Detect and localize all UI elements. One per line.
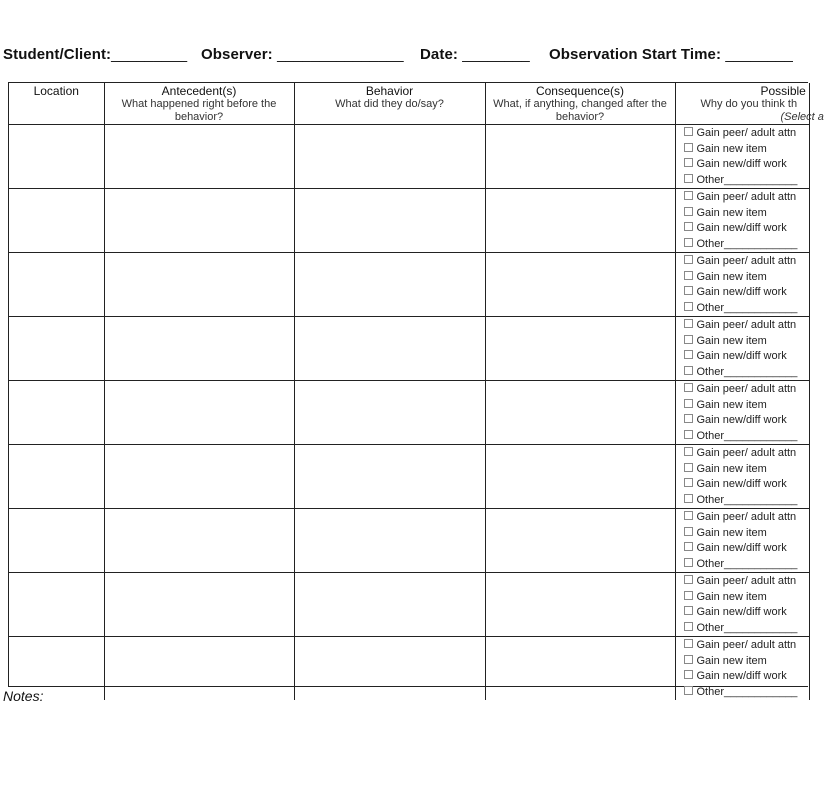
- function-option[interactable]: [676, 142, 809, 158]
- function-option-label: Other____________: [696, 621, 798, 634]
- location-cell[interactable]: [9, 445, 104, 509]
- consequence-cell[interactable]: [485, 253, 675, 317]
- function-checklist: [676, 637, 809, 700]
- behavior-cell[interactable]: [294, 445, 485, 509]
- function-option-label: Gain peer/ adult attn: [696, 383, 797, 395]
- checkbox-icon[interactable]: [684, 575, 693, 584]
- function-option-label: Other____________: [696, 301, 798, 314]
- function-option-label: Gain new item: [696, 398, 767, 411]
- behavior-cell[interactable]: [294, 317, 485, 381]
- column-header-antecedent: [104, 83, 294, 125]
- function-option-label: Gain new/diff work: [696, 222, 787, 234]
- behavior-cell[interactable]: [294, 125, 485, 189]
- antecedent-subtitle: What happened right before the behavior?: [121, 98, 277, 123]
- checkbox-icon[interactable]: [684, 255, 693, 264]
- function-option-label: Gain new/diff work: [696, 350, 787, 362]
- checkbox-icon[interactable]: [684, 238, 693, 247]
- function-option-label: Gain new/diff work: [696, 478, 787, 490]
- observer-blank[interactable]: _______________: [277, 46, 404, 63]
- function-cell: [675, 125, 809, 189]
- antecedent-cell[interactable]: [104, 189, 294, 253]
- function-option[interactable]: [676, 541, 809, 557]
- checkbox-icon[interactable]: [684, 639, 693, 648]
- function-subtitle: Why do you think th: [700, 98, 798, 110]
- function-option-label: Gain new/diff work: [696, 670, 787, 682]
- function-option[interactable]: [676, 413, 809, 429]
- checkbox-icon[interactable]: [684, 302, 693, 311]
- function-option[interactable]: [676, 590, 809, 606]
- function-option[interactable]: [676, 621, 809, 637]
- consequence-cell[interactable]: [485, 445, 675, 509]
- consequence-cell[interactable]: [485, 125, 675, 189]
- checkbox-icon[interactable]: [684, 319, 693, 328]
- checkbox-icon[interactable]: [684, 511, 693, 520]
- function-option-label: Gain new/diff work: [696, 414, 787, 426]
- function-option[interactable]: [676, 126, 809, 142]
- antecedent-cell[interactable]: [104, 573, 294, 637]
- function-option[interactable]: [676, 429, 809, 445]
- function-cell: [675, 573, 809, 637]
- function-option[interactable]: [676, 510, 809, 526]
- date-blank[interactable]: ________: [462, 46, 530, 63]
- checkbox-icon[interactable]: [684, 591, 693, 600]
- function-option-label: Other____________: [696, 685, 798, 698]
- checkbox-icon[interactable]: [684, 478, 693, 487]
- checkbox-icon[interactable]: [684, 174, 693, 183]
- function-option-label: Other____________: [696, 365, 798, 378]
- location-cell[interactable]: [9, 317, 104, 381]
- function-checklist: [676, 189, 809, 252]
- function-option[interactable]: [676, 301, 809, 317]
- column-header-consequence: [485, 83, 675, 125]
- checkbox-icon[interactable]: [684, 622, 693, 631]
- antecedent-cell[interactable]: [104, 125, 294, 189]
- function-option-label: Other____________: [696, 237, 798, 250]
- table-row: [9, 125, 809, 189]
- student-client-blank[interactable]: _________: [111, 46, 188, 63]
- consequence-subtitle: What, if anything, changed after the behavior?: [493, 98, 667, 123]
- checkbox-icon[interactable]: [684, 542, 693, 551]
- checkbox-icon[interactable]: [684, 335, 693, 344]
- checkbox-icon[interactable]: [684, 558, 693, 567]
- date-field[interactable]: [420, 46, 530, 63]
- location-title: Location: [33, 84, 79, 98]
- antecedent-cell[interactable]: [104, 445, 294, 509]
- function-cell: [675, 445, 809, 509]
- checkbox-icon[interactable]: [684, 655, 693, 664]
- checkbox-icon[interactable]: [684, 207, 693, 216]
- function-option-label: Gain new item: [696, 654, 767, 667]
- function-option[interactable]: [676, 574, 809, 590]
- function-option-label: Other____________: [696, 493, 798, 506]
- function-option[interactable]: [676, 477, 809, 493]
- table-row: [9, 445, 809, 509]
- function-option[interactable]: [676, 270, 809, 286]
- observer-label: Observer:: [201, 46, 273, 63]
- function-option-label: Gain new item: [696, 270, 767, 283]
- function-option-label: Gain new item: [696, 590, 767, 603]
- function-option[interactable]: [676, 493, 809, 509]
- function-option[interactable]: [676, 173, 809, 189]
- behavior-cell[interactable]: [294, 189, 485, 253]
- table-row: [9, 509, 809, 573]
- function-instruction: (Select a: [780, 111, 824, 123]
- checkbox-icon[interactable]: [684, 606, 693, 615]
- checkbox-icon[interactable]: [684, 222, 693, 231]
- function-option-label: Gain peer/ adult attn: [696, 575, 797, 587]
- table-row: [9, 381, 809, 445]
- function-cell: [675, 381, 809, 445]
- column-header-location: [9, 83, 104, 125]
- consequence-cell[interactable]: [485, 317, 675, 381]
- observation-start-time-label: Observation Start Time:: [549, 46, 722, 63]
- checkbox-icon[interactable]: [684, 158, 693, 167]
- function-option[interactable]: [676, 382, 809, 398]
- column-header-behavior: [294, 83, 485, 125]
- antecedent-cell[interactable]: [104, 509, 294, 573]
- function-option-label: Gain new item: [696, 334, 767, 347]
- function-option-label: Gain new/diff work: [696, 606, 787, 618]
- observation-start-time-field[interactable]: [549, 46, 793, 63]
- function-checklist: [676, 445, 809, 508]
- function-option[interactable]: [676, 334, 809, 350]
- table-row: [9, 637, 809, 701]
- location-cell[interactable]: [9, 189, 104, 253]
- function-option[interactable]: [676, 365, 809, 381]
- function-option-label: Gain peer/ adult attn: [696, 447, 797, 459]
- checkbox-icon[interactable]: [684, 494, 693, 503]
- function-option[interactable]: [676, 221, 809, 237]
- behavior-cell[interactable]: [294, 637, 485, 701]
- function-option-label: Gain new item: [696, 142, 767, 155]
- consequence-cell[interactable]: [485, 189, 675, 253]
- observation-start-time-blank[interactable]: ________: [725, 46, 793, 63]
- function-option[interactable]: [676, 206, 809, 222]
- function-option[interactable]: [676, 157, 809, 173]
- function-option[interactable]: [676, 462, 809, 478]
- function-option-label: Gain new/diff work: [696, 542, 787, 554]
- consequence-title: Consequence(s): [535, 84, 625, 98]
- function-option[interactable]: [676, 669, 809, 685]
- antecedent-cell[interactable]: [104, 317, 294, 381]
- checkbox-icon[interactable]: [684, 463, 693, 472]
- behavior-cell[interactable]: [294, 509, 485, 573]
- function-option-label: Other____________: [696, 173, 798, 186]
- student-client-label: Student/Client:: [3, 46, 112, 63]
- function-option[interactable]: [676, 254, 809, 270]
- function-option-label: Other____________: [696, 429, 798, 442]
- function-option-label: Gain new/diff work: [696, 158, 787, 170]
- function-checklist: [676, 317, 809, 380]
- antecedent-cell[interactable]: [104, 381, 294, 445]
- date-label: Date:: [420, 46, 459, 63]
- behavior-cell[interactable]: [294, 573, 485, 637]
- checkbox-icon[interactable]: [684, 271, 693, 280]
- table-row: [9, 317, 809, 381]
- function-option-label: Gain new item: [696, 526, 767, 539]
- function-option-label: Gain peer/ adult attn: [696, 127, 797, 139]
- function-checklist: [676, 125, 809, 188]
- table-row: [9, 189, 809, 253]
- checkbox-icon[interactable]: [684, 430, 693, 439]
- function-option-label: Gain peer/ adult attn: [696, 319, 797, 331]
- function-option[interactable]: [676, 190, 809, 206]
- location-cell[interactable]: [9, 125, 104, 189]
- function-cell: [675, 637, 809, 701]
- function-option[interactable]: [676, 557, 809, 573]
- function-option[interactable]: [676, 605, 809, 621]
- function-option[interactable]: [676, 285, 809, 301]
- function-cell: [675, 317, 809, 381]
- function-cell: [675, 253, 809, 317]
- checkbox-icon[interactable]: [684, 527, 693, 536]
- function-option-label: Gain peer/ adult attn: [696, 639, 797, 651]
- function-option[interactable]: [676, 318, 809, 334]
- location-cell[interactable]: [9, 381, 104, 445]
- checkbox-icon[interactable]: [684, 286, 693, 295]
- antecedent-cell[interactable]: [104, 253, 294, 317]
- function-option-label: Gain new/diff work: [696, 286, 787, 298]
- checkbox-icon[interactable]: [684, 399, 693, 408]
- function-option[interactable]: [676, 349, 809, 365]
- function-checklist: [676, 381, 809, 444]
- location-cell[interactable]: [9, 253, 104, 317]
- function-option[interactable]: [676, 446, 809, 462]
- function-option-label: Gain peer/ adult attn: [696, 511, 797, 523]
- function-checklist: [676, 573, 809, 636]
- checkbox-icon[interactable]: [684, 447, 693, 456]
- student-client-field[interactable]: [3, 46, 187, 63]
- function-option[interactable]: [676, 638, 809, 654]
- antecedent-cell[interactable]: [104, 637, 294, 701]
- table-row: [9, 573, 809, 637]
- table-header-row: [9, 83, 809, 125]
- function-cell: [675, 189, 809, 253]
- location-cell[interactable]: [9, 509, 104, 573]
- function-option-label: Gain peer/ adult attn: [696, 191, 797, 203]
- function-option[interactable]: [676, 398, 809, 414]
- antecedent-title: Antecedent(s): [161, 84, 237, 98]
- notes-label: Notes:: [3, 688, 44, 704]
- function-option-label: Gain new item: [696, 462, 767, 475]
- checkbox-icon[interactable]: [684, 366, 693, 375]
- checkbox-icon[interactable]: [684, 414, 693, 423]
- function-option[interactable]: [676, 654, 809, 670]
- behavior-cell[interactable]: [294, 253, 485, 317]
- function-option-label: Other____________: [696, 557, 798, 570]
- location-cell[interactable]: [9, 573, 104, 637]
- checkbox-icon[interactable]: [684, 143, 693, 152]
- checkbox-icon[interactable]: [684, 191, 693, 200]
- checkbox-icon[interactable]: [684, 686, 693, 695]
- column-header-function: [675, 83, 824, 125]
- function-cell: [675, 509, 809, 573]
- consequence-cell[interactable]: [485, 381, 675, 445]
- checkbox-icon[interactable]: [684, 383, 693, 392]
- function-option[interactable]: [676, 237, 809, 253]
- function-option[interactable]: [676, 685, 809, 701]
- consequence-cell[interactable]: [485, 573, 675, 637]
- checkbox-icon[interactable]: [684, 350, 693, 359]
- checkbox-icon[interactable]: [684, 670, 693, 679]
- behavior-title: Behavior: [365, 84, 414, 98]
- function-title: Possible: [760, 84, 806, 98]
- behavior-subtitle: What did they do/say?: [335, 98, 444, 110]
- function-option-label: Gain new item: [696, 206, 767, 219]
- table-row: [9, 253, 809, 317]
- behavior-cell[interactable]: [294, 381, 485, 445]
- function-checklist: [676, 253, 809, 316]
- checkbox-icon[interactable]: [684, 127, 693, 136]
- consequence-cell[interactable]: [485, 637, 675, 701]
- function-option[interactable]: [676, 526, 809, 542]
- function-option-label: Gain peer/ adult attn: [696, 255, 797, 267]
- function-checklist: [676, 509, 809, 572]
- consequence-cell[interactable]: [485, 509, 675, 573]
- observer-field[interactable]: [201, 46, 404, 63]
